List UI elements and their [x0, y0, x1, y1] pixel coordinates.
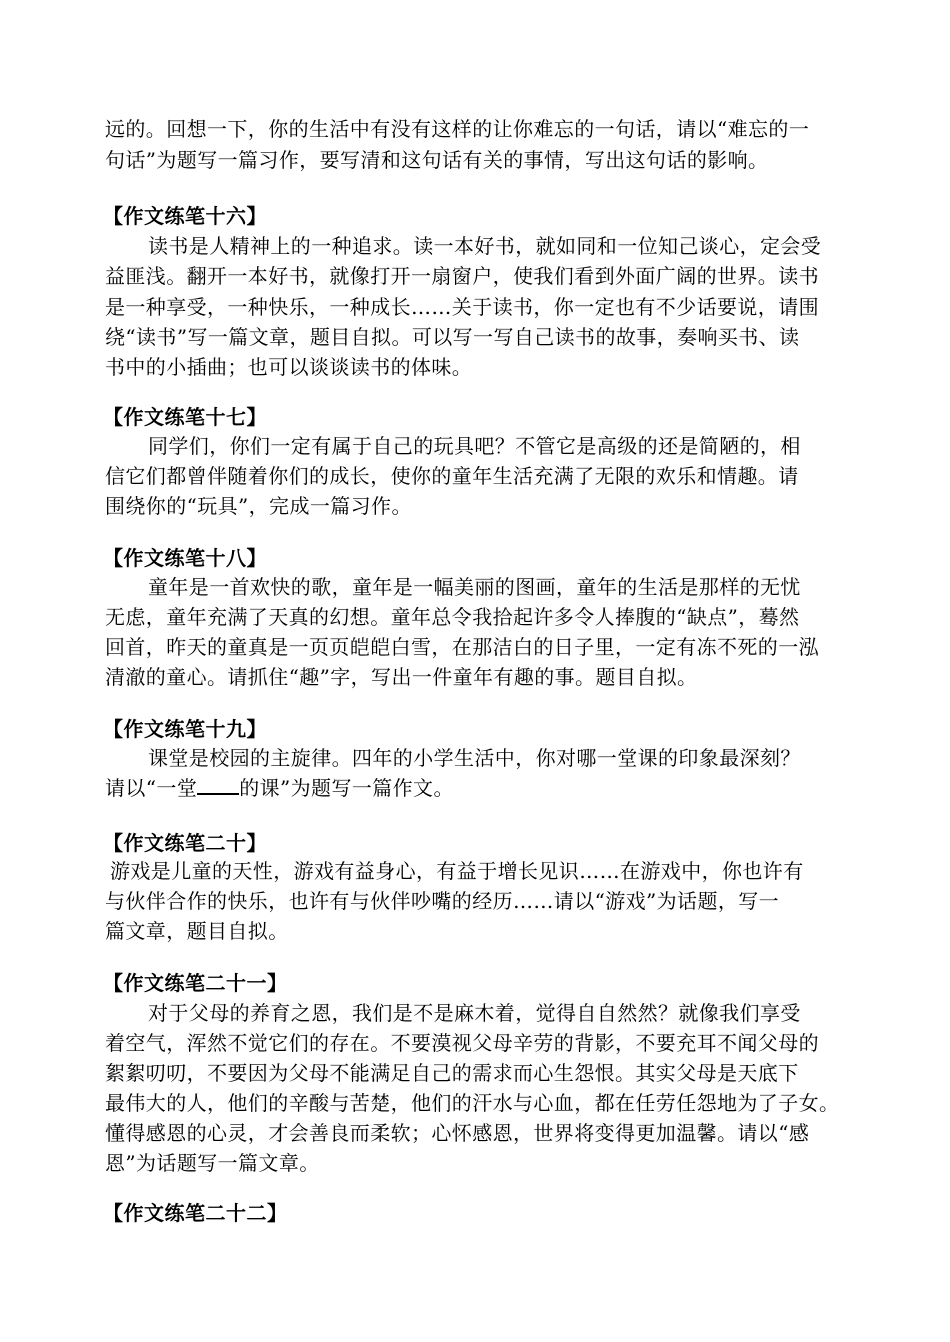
section-heading: 【作文练笔十九】	[103, 717, 267, 741]
paragraph-line: 课堂是校园的主旋律。四年的小学生活中，你对哪一堂课的印象最深刻？	[148, 746, 801, 770]
paragraph-line: 围绕你的“玩具”，完成一篇习作。	[105, 494, 412, 518]
paragraph-line: 对于父母的养育之恩，我们是不是麻木着，觉得自自然然？就像我们享受	[148, 1001, 801, 1025]
intro-line: 句话”为题写一篇习作，要写清和这句话有关的事情，写出这句话的影响。	[105, 148, 769, 172]
fill-in-blank	[197, 775, 239, 795]
blank-line-after: 的课”为题写一篇作文。	[239, 776, 454, 800]
paragraph-line: 最伟大的人，他们的辛酸与苦楚，他们的汗水与心血，都在任劳任怨地为了子女。	[105, 1091, 840, 1115]
section-heading: 【作文练笔十六】	[103, 204, 267, 228]
paragraph-line: 是一种享受，一种快乐，一种成长……关于读书，你一定也有不少话要说，请围	[105, 295, 819, 319]
paragraph-line: 清澈的童心。请抓住“趣”字，写出一件童年有趣的事。题目自拟。	[105, 665, 698, 689]
paragraph-line: 恩”为话题写一篇文章。	[105, 1151, 320, 1175]
paragraph-line-with-blank	[105, 775, 454, 801]
paragraph-line: 着空气，浑然不觉它们的存在。不要漠视父母辛劳的背影，不要充耳不闻父母的	[105, 1031, 819, 1055]
blank-line-before: 请以“一堂	[105, 776, 198, 800]
paragraph-line: 信它们都曾伴随着你们的成长，使你的童年生活充满了无限的欢乐和情趣。请	[105, 464, 799, 488]
paragraph-line: 书中的小插曲；也可以谈谈读书的体味。	[105, 355, 473, 379]
paragraph-line: 回首，昨天的童真是一页页皑皑白雪，在那洁白的日子里，一定有冻不死的一泓	[105, 635, 819, 659]
paragraph-line: 与伙伴合作的快乐，也许有与伙伴吵嘴的经历……请以“游戏”为话题，写一	[105, 889, 780, 913]
section-heading: 【作文练笔二十二】	[103, 1201, 288, 1225]
paragraph-line: 同学们，你们一定有属于自己的玩具吧？不管它是高级的还是简陋的，相	[148, 434, 801, 458]
paragraph-line: 绕“读书”写一篇文章，题目自拟。可以写一写自己读书的故事，奏响买书、读	[105, 325, 800, 349]
section-heading: 【作文练笔二十】	[103, 831, 267, 855]
paragraph-line: 絮絮叨叨，不要因为父母不能满足自己的需求而心生怨恨。其实父母是天底下	[105, 1061, 799, 1085]
paragraph-line: 益匪浅。翻开一本好书，就像打开一扇窗户，使我们看到外面广阔的世界。读书	[105, 264, 819, 288]
paragraph-line: 懂得感恩的心灵，才会善良而柔软；心怀感恩，世界将变得更加温馨。请以“感	[105, 1121, 810, 1145]
paragraph-line: 读书是人精神上的一种追求。读一本好书，就如同和一位知己谈心，定会受	[148, 234, 822, 258]
intro-line: 远的。回想一下，你的生活中有没有这样的让你难忘的一句话，请以“难忘的一	[105, 117, 810, 141]
paragraph-line: 童年是一首欢快的歌，童年是一幅美丽的图画，童年的生活是那样的无忧	[148, 575, 801, 599]
section-heading: 【作文练笔十八】	[103, 546, 267, 570]
paragraph-line: 无虑，童年充满了天真的幻想。童年总令我拾起许多令人捧腹的“缺点”，蓦然	[105, 605, 800, 629]
paragraph-line: 游戏是儿童的天性，游戏有益身心，有益于增长见识……在游戏中，你也许有	[110, 859, 804, 883]
paragraph-line: 篇文章，题目自拟。	[105, 919, 289, 943]
section-heading: 【作文练笔十七】	[103, 405, 267, 429]
section-heading: 【作文练笔二十一】	[103, 971, 288, 995]
